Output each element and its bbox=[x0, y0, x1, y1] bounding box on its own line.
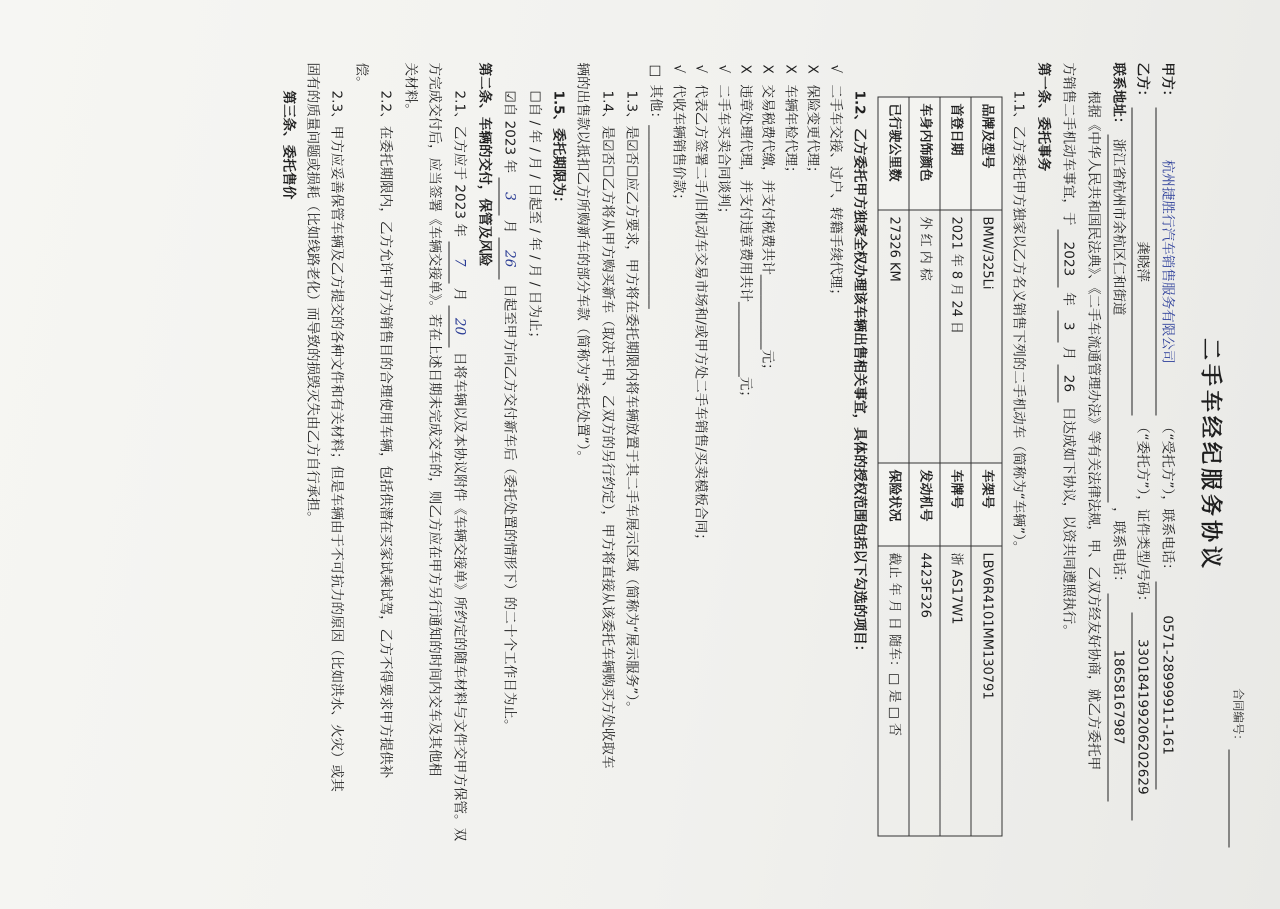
clause-1-3: 1.3、是☑否☐应乙方要求，甲方将在委托期限内将车辆放置于其二手车展示区域（简称为“展示服务”）。 bbox=[623, 90, 640, 715]
term-pre: ☑自 2023 年 bbox=[501, 90, 518, 173]
clause-2-2-line-2: 偿。 bbox=[352, 62, 369, 90]
table-cell: 浙 AS17W1 bbox=[940, 546, 971, 836]
article-1-title: 第一条、委托事务 bbox=[1034, 62, 1051, 171]
table-label: 发动机号 bbox=[909, 463, 940, 546]
contract-number-label: 合同编号： bbox=[1231, 687, 1245, 746]
party-a-line bbox=[1155, 62, 1176, 847]
list-item-text: 代表乙方签署二手/旧机动车交易市场和/或甲方处二手车销售/买卖模板合同； bbox=[692, 84, 709, 547]
check-mark: √ bbox=[692, 64, 709, 73]
phone-label: ，联系电话： bbox=[1109, 506, 1126, 589]
check-mark: √ bbox=[714, 64, 731, 73]
party-b-role: （“委托方”），证件类型/号码： bbox=[1134, 419, 1151, 609]
table-row bbox=[940, 97, 971, 836]
list-item-text: 代收车辆销售价款； bbox=[669, 84, 686, 207]
table-cell: BMW/325Li bbox=[971, 210, 1002, 463]
clause-2-1-line-2: 方完成交付后，应当签署《车辆交接单》。若在上述日期未完成交车的，则乙方应在甲方另行通知的时间内交车及其他相 bbox=[425, 62, 442, 776]
list-item-text: 保险变更代理； bbox=[804, 84, 821, 180]
check-mark: X bbox=[804, 64, 821, 74]
party-a-role: （“受托方”），联系电话： bbox=[1158, 419, 1175, 577]
check-mark: X bbox=[781, 64, 798, 74]
intro-year-unit: 年 bbox=[1060, 291, 1077, 306]
party-b-label: 乙方： bbox=[1134, 62, 1151, 103]
clause-2-2-line-1: 2.2、在委托期限内，乙方允许甲方为销售目的合理使用车辆，包括供潜在买家试乘试驾，乙方不得要求甲方提供补 bbox=[377, 90, 394, 778]
intro-day: 26 bbox=[1057, 364, 1078, 402]
list-item bbox=[668, 62, 688, 847]
table-label: 品牌及型号 bbox=[971, 97, 1002, 210]
party-b-name: 龚晓萍 bbox=[1131, 107, 1152, 415]
delivery-day: 20 bbox=[448, 305, 469, 347]
clause-2-1-line-1 bbox=[448, 62, 469, 847]
check-mark: X bbox=[759, 64, 776, 74]
clause-1-4-line-1: 1.4、是☑否☐乙方将从甲方购买新车（取决于甲、乙双方的另行约定），甲方将直接从该委托车辆购买方处收取车 bbox=[598, 90, 615, 769]
list-item-text: 二手车交接、过户、转籍手续代理； bbox=[826, 84, 843, 302]
list-item bbox=[690, 62, 710, 847]
table-cell: 2021 年 8 月 24 日 bbox=[940, 210, 971, 463]
list-item-text: 交易税费代缴，并支付税费共计___________元； bbox=[759, 84, 776, 377]
intro-line-2 bbox=[1057, 62, 1078, 847]
intro-post: 日达成如下协议，以资共同遵照执行。 bbox=[1060, 406, 1077, 638]
list-item bbox=[712, 62, 732, 847]
list-item bbox=[824, 62, 844, 847]
party-a-name: 杭州捷胜行汽车销售服务有限公司 bbox=[1155, 107, 1176, 415]
intro-pre: 方销售二手机动车事宜，于 bbox=[1060, 62, 1077, 226]
clause-2-1-post: 日将车辆以及本协议附件《车辆交接单》所约定的随车材料与文件交甲方保管。双 bbox=[451, 351, 468, 841]
phone-value: 18658167987 bbox=[1107, 593, 1128, 801]
party-b-line bbox=[1131, 62, 1152, 847]
intro-year: 2023 bbox=[1057, 229, 1078, 287]
address-line bbox=[1107, 62, 1128, 847]
table-cell: LBV6R4101MM130791 bbox=[971, 546, 1002, 836]
table-label: 车架号 bbox=[971, 463, 1002, 546]
list-item-text: 二手车买卖合同谈判； bbox=[714, 84, 731, 220]
table-label: 车身内饰颜色 bbox=[909, 97, 940, 210]
list-item bbox=[757, 62, 777, 847]
intro-month-unit: 月 bbox=[1060, 346, 1077, 360]
term-month-unit: 月 bbox=[501, 219, 518, 233]
clause-1-5: 1.5、委托期限为： bbox=[549, 90, 566, 210]
table-row bbox=[878, 97, 909, 836]
term-day: 26 bbox=[498, 237, 519, 279]
list-item-text: 违章处理代理，并支付违章费用共计___________元； bbox=[737, 84, 754, 404]
list-item-text: 车辆年检代理； bbox=[781, 84, 798, 180]
table-label: 已行驶公里数 bbox=[878, 97, 909, 210]
clause-2-1-pre: 2.1、乙方应于 2023 年 bbox=[451, 90, 468, 237]
clause-2-3-line-1: 2.3、甲方应妥善保管车辆及乙方提交的各种文件和有关材料；但是车辆由于不可抗力的原因（比如洪水、火灾）或其 bbox=[328, 90, 345, 792]
clause-1-4-line-2: 辆的出售款以抵扣乙方所购新车的部分车款（简称为“委托处置”）。 bbox=[574, 62, 591, 464]
article-3-title: 第三条、委托售价 bbox=[279, 90, 296, 199]
table-cell: 截止 年 月 日 随车：□ 是 □ 否 bbox=[878, 546, 909, 836]
list-item-text: 其他：___________________________ bbox=[647, 84, 664, 309]
table-label: 首登日期 bbox=[940, 97, 971, 210]
contract-number-blank bbox=[1228, 749, 1246, 847]
delivery-month: 7 bbox=[448, 241, 469, 283]
contract-number bbox=[1228, 62, 1246, 847]
address-value: 浙江省杭州市余杭区仁和街道 bbox=[1107, 134, 1128, 502]
table-cell: 4423F326 bbox=[909, 546, 940, 836]
list-item bbox=[802, 62, 822, 847]
list-item bbox=[735, 62, 755, 847]
check-mark: X bbox=[737, 64, 754, 74]
term-post: 日起至甲方向乙方交付新车后（委托处置的情形下）的二十个工作日为止。 bbox=[501, 283, 518, 733]
term-month: 3 bbox=[498, 177, 519, 215]
article-2-title: 第二条、车辆的交付，保管及风险 bbox=[475, 62, 492, 266]
check-mark: √ bbox=[669, 64, 686, 73]
term-option-1: ☐自 / 年 / 月 / 日起至 / 年 / 月 / 日为止； bbox=[525, 90, 542, 345]
page-title: 二手车经纪服务协议 bbox=[1196, 337, 1222, 572]
address-label: 联系地址： bbox=[1109, 62, 1126, 130]
intro-line-1: 根据《中华人民共和国民法典》、《二手车流通管理办法》等有关法律法规，甲、乙双方经友好协商，就乙方委托甲 bbox=[1084, 90, 1101, 770]
party-a-label: 甲方： bbox=[1158, 62, 1175, 103]
table-row bbox=[909, 97, 940, 836]
table-cell: 27326 KM bbox=[878, 210, 909, 463]
table-row bbox=[971, 97, 1002, 836]
vehicle-table bbox=[877, 96, 1002, 836]
clause-2-1-line-3: 关材料。 bbox=[401, 62, 418, 117]
table-label: 保险状况 bbox=[878, 463, 909, 546]
delivery-month-unit: 月 bbox=[451, 287, 468, 301]
table-cell: 外 红 内 棕 bbox=[909, 210, 940, 463]
list-item bbox=[779, 62, 799, 847]
party-a-phone: 0571-28999911-161 bbox=[1155, 581, 1176, 789]
list-item bbox=[645, 62, 665, 847]
clause-1-1: 1.1、乙方委托甲方独家以乙方名义销售下列的二手机动车（简称为“车辆”）。 bbox=[1010, 90, 1027, 554]
authorization-list bbox=[645, 62, 845, 847]
check-mark: √ bbox=[826, 64, 843, 73]
intro-month: 3 bbox=[1057, 310, 1078, 342]
table-label: 车牌号 bbox=[940, 463, 971, 546]
clause-1-2: 1.2、乙方委托甲方独家全权办理该车辆出售相关事宜，具体的授权范围包括以下勾选的项目： bbox=[851, 90, 868, 658]
check-mark: □ bbox=[647, 64, 664, 77]
party-b-id: 330184199206202629 bbox=[1131, 612, 1152, 820]
term-option-2 bbox=[498, 62, 519, 847]
clause-2-3-line-2: 固有的质量问题或损耗（比如线路老化）而导致的损毁灭失由乙方自行承担。 bbox=[304, 62, 321, 525]
